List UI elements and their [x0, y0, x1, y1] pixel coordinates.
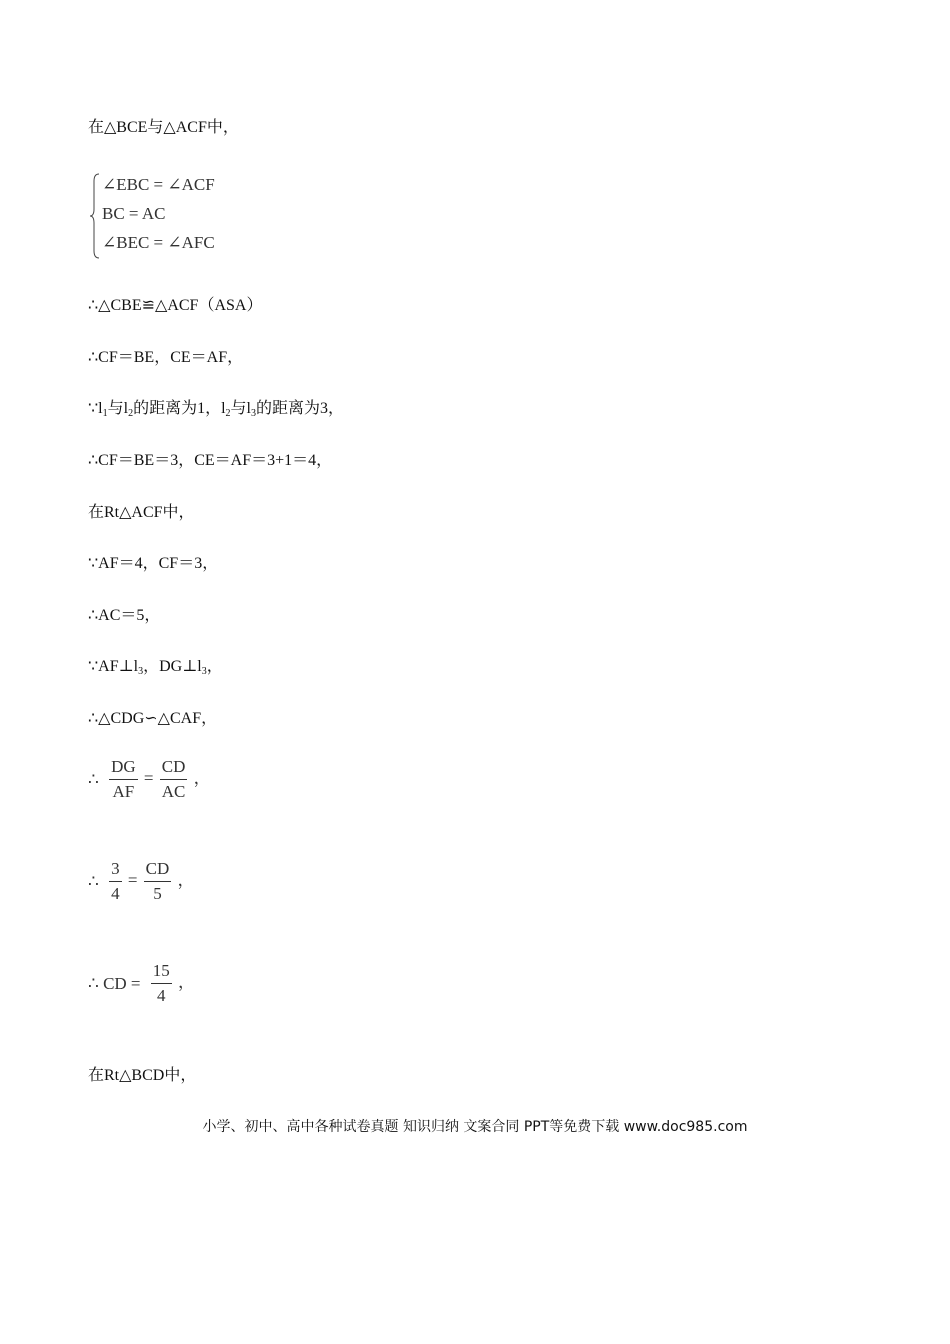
- fraction: [144, 859, 172, 904]
- subscript: 1: [102, 408, 108, 419]
- denominator: 4: [111, 884, 120, 903]
- numerator: DG: [109, 757, 138, 780]
- text-line-9: [88, 657, 223, 682]
- denominator: 5: [153, 884, 162, 903]
- numerator: CD: [160, 757, 188, 780]
- numerator: 3: [109, 859, 122, 882]
- fraction: [151, 961, 172, 1006]
- punctuation: ，: [178, 972, 196, 992]
- therefore-symbol: ∴: [88, 871, 99, 891]
- text-line-5: ∴CF＝BE＝3，CE＝AF＝3+1＝4，: [88, 452, 333, 469]
- system-line-2: BC = AC: [102, 204, 166, 223]
- text-segment: 的距离为1，l: [133, 400, 226, 417]
- text-segment: ，DG⊥l: [143, 658, 202, 675]
- therefore-cd-equals: ∴ CD =: [88, 973, 141, 993]
- punctuation: ，: [177, 870, 195, 890]
- page-footer: 小学、初中、高中各种试卷真题 知识归纳 文案合同 PPT等免费下载 www.doc985.com: [202, 1119, 748, 1135]
- text-line-2: ∴△CBE≌△ACF（ASA）: [88, 297, 263, 314]
- text-segment: ∵AF⊥l: [88, 658, 139, 675]
- text-line-3: ∴CF＝BE，CE＝AF，: [88, 349, 244, 366]
- subscript: 3: [201, 666, 207, 677]
- text-segment: 的距离为3，: [255, 400, 344, 417]
- subscript: 3: [138, 666, 144, 677]
- text-line-4: [88, 399, 344, 424]
- therefore-symbol: ∴: [88, 769, 99, 789]
- text-line-10: ∴△CDG∽△CAF，: [88, 710, 218, 727]
- text-segment: 与l: [230, 400, 251, 417]
- subscript: 3: [250, 408, 256, 419]
- fraction: [160, 757, 188, 802]
- fraction: [109, 757, 138, 802]
- text-segment: ∵l: [88, 400, 103, 417]
- system-line-1: ∠EBC = ∠ACF: [102, 175, 215, 194]
- denominator: 4: [157, 986, 166, 1005]
- left-brace: [90, 173, 100, 259]
- punctuation: ，: [193, 768, 211, 788]
- denominator: AC: [161, 782, 186, 801]
- subscript: 2: [225, 408, 231, 419]
- numerator: CD: [144, 859, 172, 882]
- numerator: 15: [151, 961, 172, 984]
- text-segment: 与l: [107, 400, 129, 417]
- text-line-8: ∴AC＝5，: [88, 607, 161, 624]
- system-line-3: ∠BEC = ∠AFC: [102, 233, 215, 252]
- fraction-equation-3: [88, 961, 195, 1006]
- text-segment: ，: [206, 658, 223, 675]
- denominator: AF: [112, 782, 135, 801]
- text-line-7: ∵AF＝4，CF＝3，: [88, 555, 219, 572]
- fraction: [109, 859, 122, 904]
- fraction-equation-1: [88, 757, 211, 802]
- fraction-equation-2: [88, 859, 195, 904]
- text-line-1: 在△BCE与△ACF中，: [88, 119, 239, 136]
- text-line-6: 在Rt△ACF中，: [88, 504, 195, 521]
- subscript: 2: [128, 408, 134, 419]
- text-line-11: 在Rt△BCD中，: [88, 1067, 197, 1084]
- equals-sign: =: [143, 768, 154, 788]
- equals-sign: =: [127, 870, 138, 890]
